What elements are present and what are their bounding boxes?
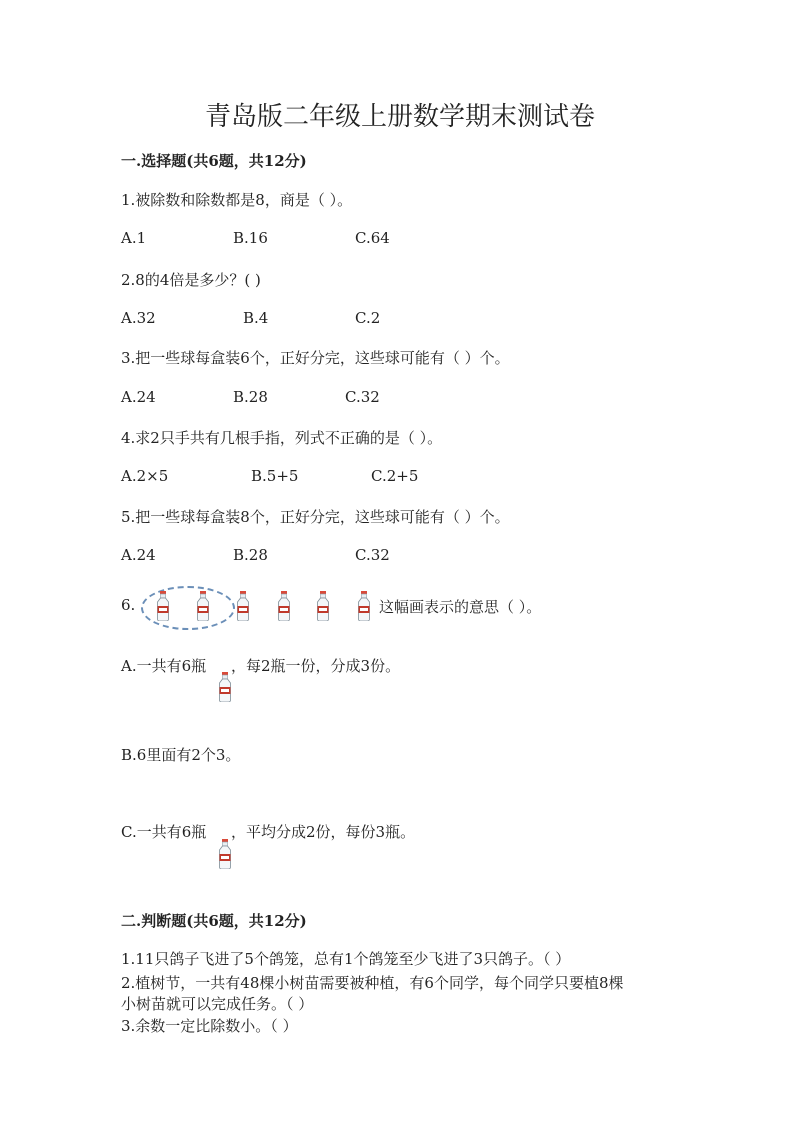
q2-option-c[interactable]: C.2	[355, 309, 381, 327]
q6-option-a-rest: ，每2瓶一份，分成3份。	[231, 657, 401, 675]
q4-option-b[interactable]: B.5+5	[251, 467, 299, 485]
q2-option-b[interactable]: B.4	[243, 309, 269, 327]
q6-option-c-rest: ，平均分成2份，每份3瓶。	[231, 823, 416, 841]
q5-option-b[interactable]: B.28	[233, 546, 268, 564]
q6-option-b[interactable]: B.6里面有2个3。	[121, 746, 241, 764]
bottle-icon	[218, 839, 232, 869]
judge-item-2: 2.植树节，一共有48棵小树苗需要被种植，有6个同学，每个同学只要植8棵	[121, 974, 624, 992]
question-3: 3.把一些球每盒装6个，正好分完，这些球可能有（ ）个。	[121, 349, 510, 367]
judge-item-1: 1.11只鸽子飞进了5个鸽笼，总有1个鸽笼至少飞进了3只鸽子。（ ）	[121, 950, 571, 968]
bottle-icon	[196, 591, 210, 621]
bottle-icon	[156, 591, 170, 621]
bottle-icon	[357, 591, 371, 621]
question-1: 1.被除数和除数都是8，商是（ ）。	[121, 191, 353, 209]
q3-option-b[interactable]: B.28	[233, 388, 268, 406]
bottle-icon	[277, 591, 291, 621]
q6-option-a[interactable]: A.一共有6瓶	[121, 657, 207, 675]
judge-item-2-continued: 小树苗就可以完成任务。（ ）	[121, 995, 314, 1013]
page-title: 青岛版二年级上册数学期末测试卷	[204, 102, 595, 132]
q1-option-a[interactable]: A.1	[121, 229, 147, 247]
question-2: 2.8的4倍是多少？( )	[121, 271, 261, 289]
bottle-icon	[316, 591, 330, 621]
q4-option-c[interactable]: C.2+5	[371, 467, 419, 485]
judge-item-3: 3.余数一定比除数小。（ ）	[121, 1017, 298, 1035]
q3-option-c[interactable]: C.32	[345, 388, 380, 406]
q5-option-a[interactable]: A.24	[121, 546, 156, 564]
q1-option-b[interactable]: B.16	[233, 229, 268, 247]
bottle-icon	[236, 591, 250, 621]
q2-option-a[interactable]: A.32	[121, 309, 156, 327]
question-4: 4.求2只手共有几根手指，列式不正确的是（ ）。	[121, 429, 443, 447]
section-heading-choice: 一.选择题(共6题，共12分)	[121, 152, 307, 170]
question-5: 5.把一些球每盒装8个，正好分完，这些球可能有（ ）个。	[121, 508, 510, 526]
q1-option-c[interactable]: C.64	[355, 229, 390, 247]
q4-option-a[interactable]: A.2×5	[121, 467, 169, 485]
q6-option-c[interactable]: C.一共有6瓶	[121, 823, 207, 841]
question-6-text: 这幅画表示的意思（ ）。	[379, 598, 542, 616]
q3-option-a[interactable]: A.24	[121, 388, 156, 406]
bottle-icon	[218, 672, 232, 702]
q5-option-c[interactable]: C.32	[355, 546, 390, 564]
section-heading-judge: 二.判断题(共6题，共12分)	[121, 912, 307, 930]
question-6-number: 6.	[121, 596, 136, 614]
